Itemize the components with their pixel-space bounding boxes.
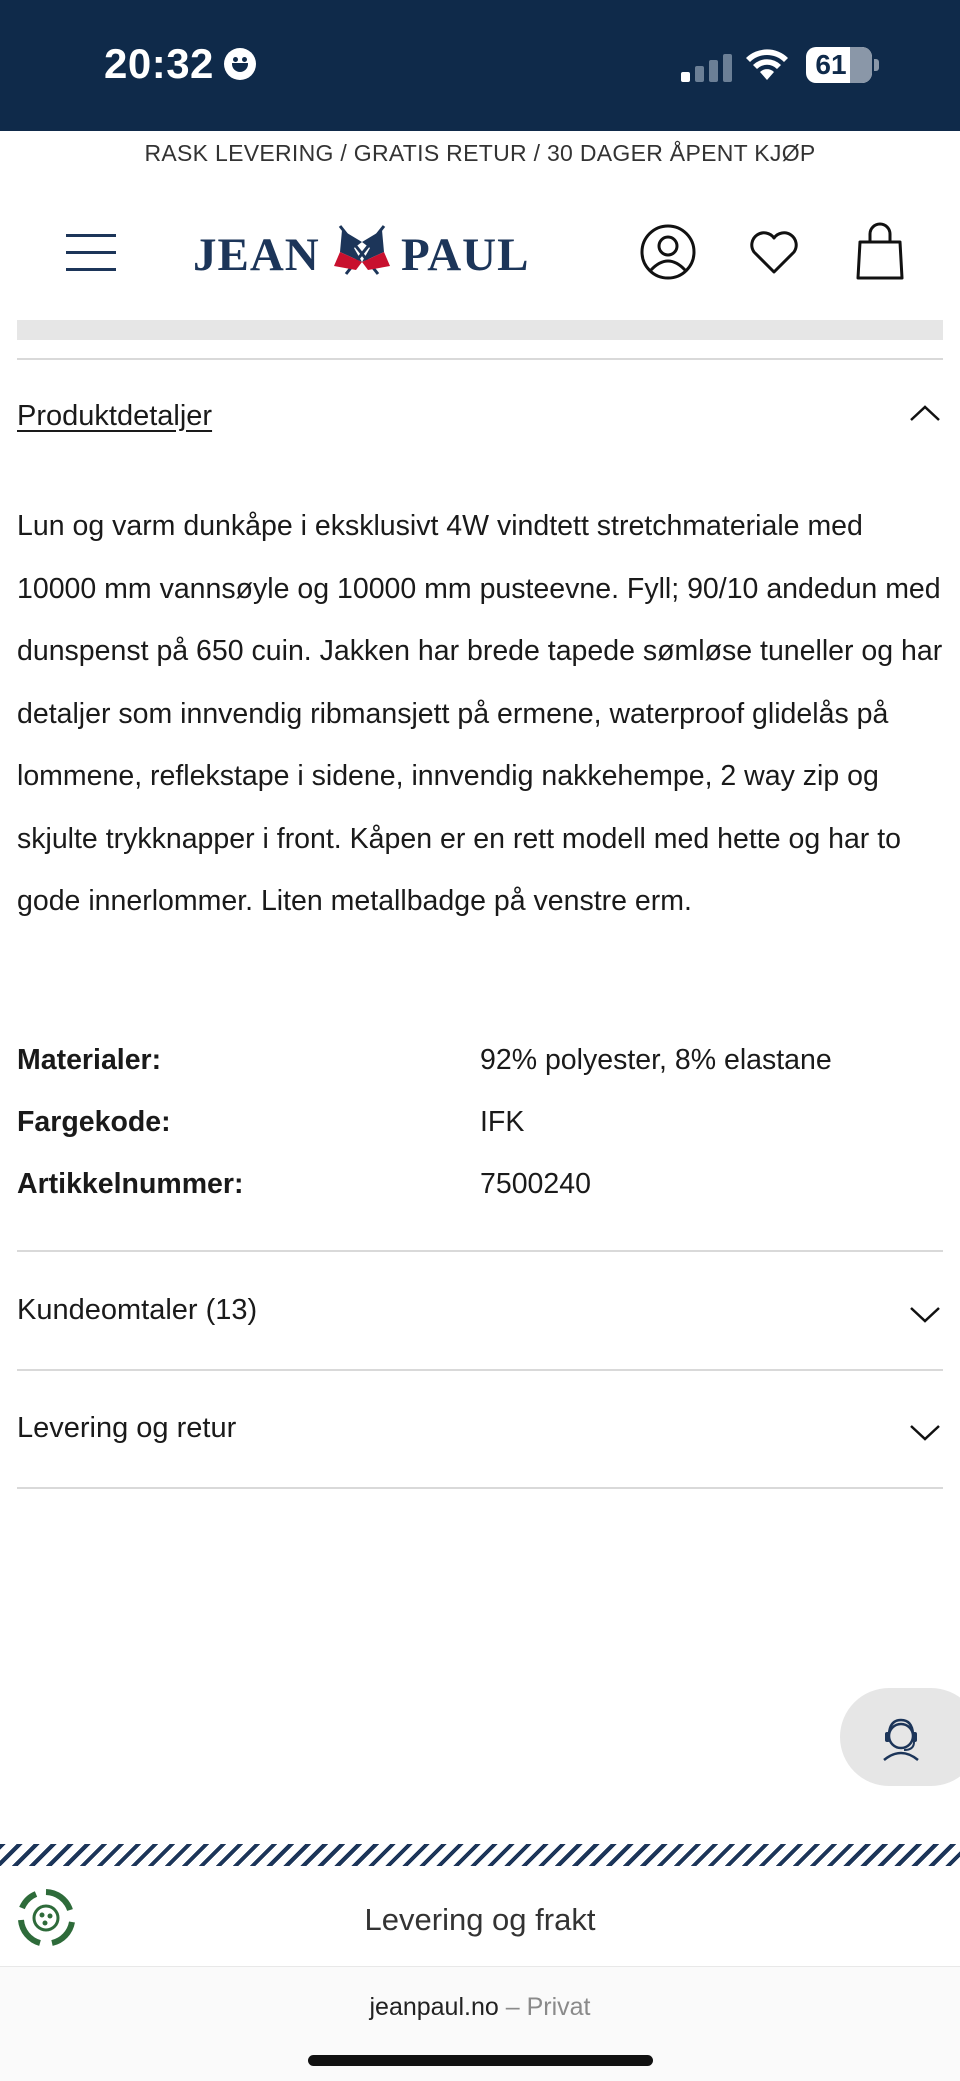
divider bbox=[17, 358, 943, 360]
spec-value-material: 92% polyester, 8% elastane bbox=[480, 1044, 832, 1076]
brand-logo[interactable] bbox=[193, 220, 533, 282]
home-indicator[interactable] bbox=[308, 2055, 653, 2066]
private-mode-label: – Privat bbox=[505, 1993, 591, 2021]
url-text[interactable] bbox=[0, 1993, 960, 2022]
status-bar bbox=[0, 0, 960, 131]
battery-level: 61 bbox=[815, 49, 847, 80]
menu-icon[interactable] bbox=[66, 232, 116, 272]
status-time: 20:32 bbox=[104, 40, 214, 87]
divider bbox=[17, 1369, 943, 1371]
site-header bbox=[0, 200, 960, 305]
spec-label-color-code: Fargekode: bbox=[17, 1106, 171, 1138]
smiley-icon bbox=[224, 48, 256, 80]
spec-label-article-number: Artikkelnummer: bbox=[17, 1168, 244, 1200]
promo-banner: RASK LEVERING / GRATIS RETUR / 30 DAGER ÅPENT KJØP bbox=[144, 140, 816, 166]
chevron-down-icon[interactable] bbox=[907, 1302, 943, 1326]
spec-value-article-number: 7500240 bbox=[480, 1168, 591, 1200]
accordion-title-product-details[interactable]: Produktdetaljer bbox=[17, 400, 213, 432]
divider bbox=[17, 1487, 943, 1489]
support-agent-icon bbox=[876, 1712, 926, 1762]
chevron-down-icon[interactable] bbox=[907, 1420, 943, 1444]
url-domain: jeanpaul.no bbox=[369, 1993, 499, 2021]
heart-icon[interactable] bbox=[744, 222, 804, 282]
delivery-info-bar[interactable] bbox=[0, 1866, 960, 1966]
shopping-bag-icon[interactable] bbox=[850, 222, 910, 282]
logo-text-left: JEAN bbox=[193, 229, 320, 281]
browser-url-bar[interactable] bbox=[0, 1966, 960, 2081]
accordion-title-reviews[interactable]: Kundeomtaler (13) bbox=[17, 1294, 258, 1326]
accordion-title-delivery-returns[interactable]: Levering og retur bbox=[17, 1412, 237, 1444]
spec-label-material: Materialer: bbox=[17, 1044, 162, 1076]
product-description: Lun og varm dunkåpe i eksklusivt 4W vindtett stretchmateriale med 10000 mm vannsøyle og 10000 mm pusteevne. Fyll; 90/10 andedun med dunspenst på 650 cuin. Jakken har brede tapede sømløse tuneller og har detaljer som innvendig ribmansjett på ermene, waterproof glidelås på lommene, reflekstape i sidene, innvendig nakkehempe, 2 way zip og skjulte trykknapper i front. Kåpen er en rett modell med hette og har to gode innerlommer. Liten metallbadge på venstre erm. bbox=[17, 510, 943, 917]
chevron-up-icon[interactable] bbox=[907, 402, 943, 426]
divider bbox=[17, 1250, 943, 1252]
user-icon[interactable] bbox=[638, 222, 698, 282]
cellular-signal-icon bbox=[681, 52, 733, 82]
delivery-info-label[interactable]: Levering og frakt bbox=[364, 1902, 596, 1937]
spec-value-color-code: IFK bbox=[480, 1106, 525, 1138]
flags-logo-icon bbox=[326, 222, 398, 278]
hatched-divider bbox=[0, 1844, 960, 1866]
logo-text-right: PAUL bbox=[401, 229, 530, 281]
image-placeholder-strip bbox=[17, 320, 943, 340]
battery-icon bbox=[806, 47, 872, 83]
customer-service-chat-button[interactable] bbox=[840, 1688, 960, 1786]
wifi-icon bbox=[744, 46, 790, 82]
